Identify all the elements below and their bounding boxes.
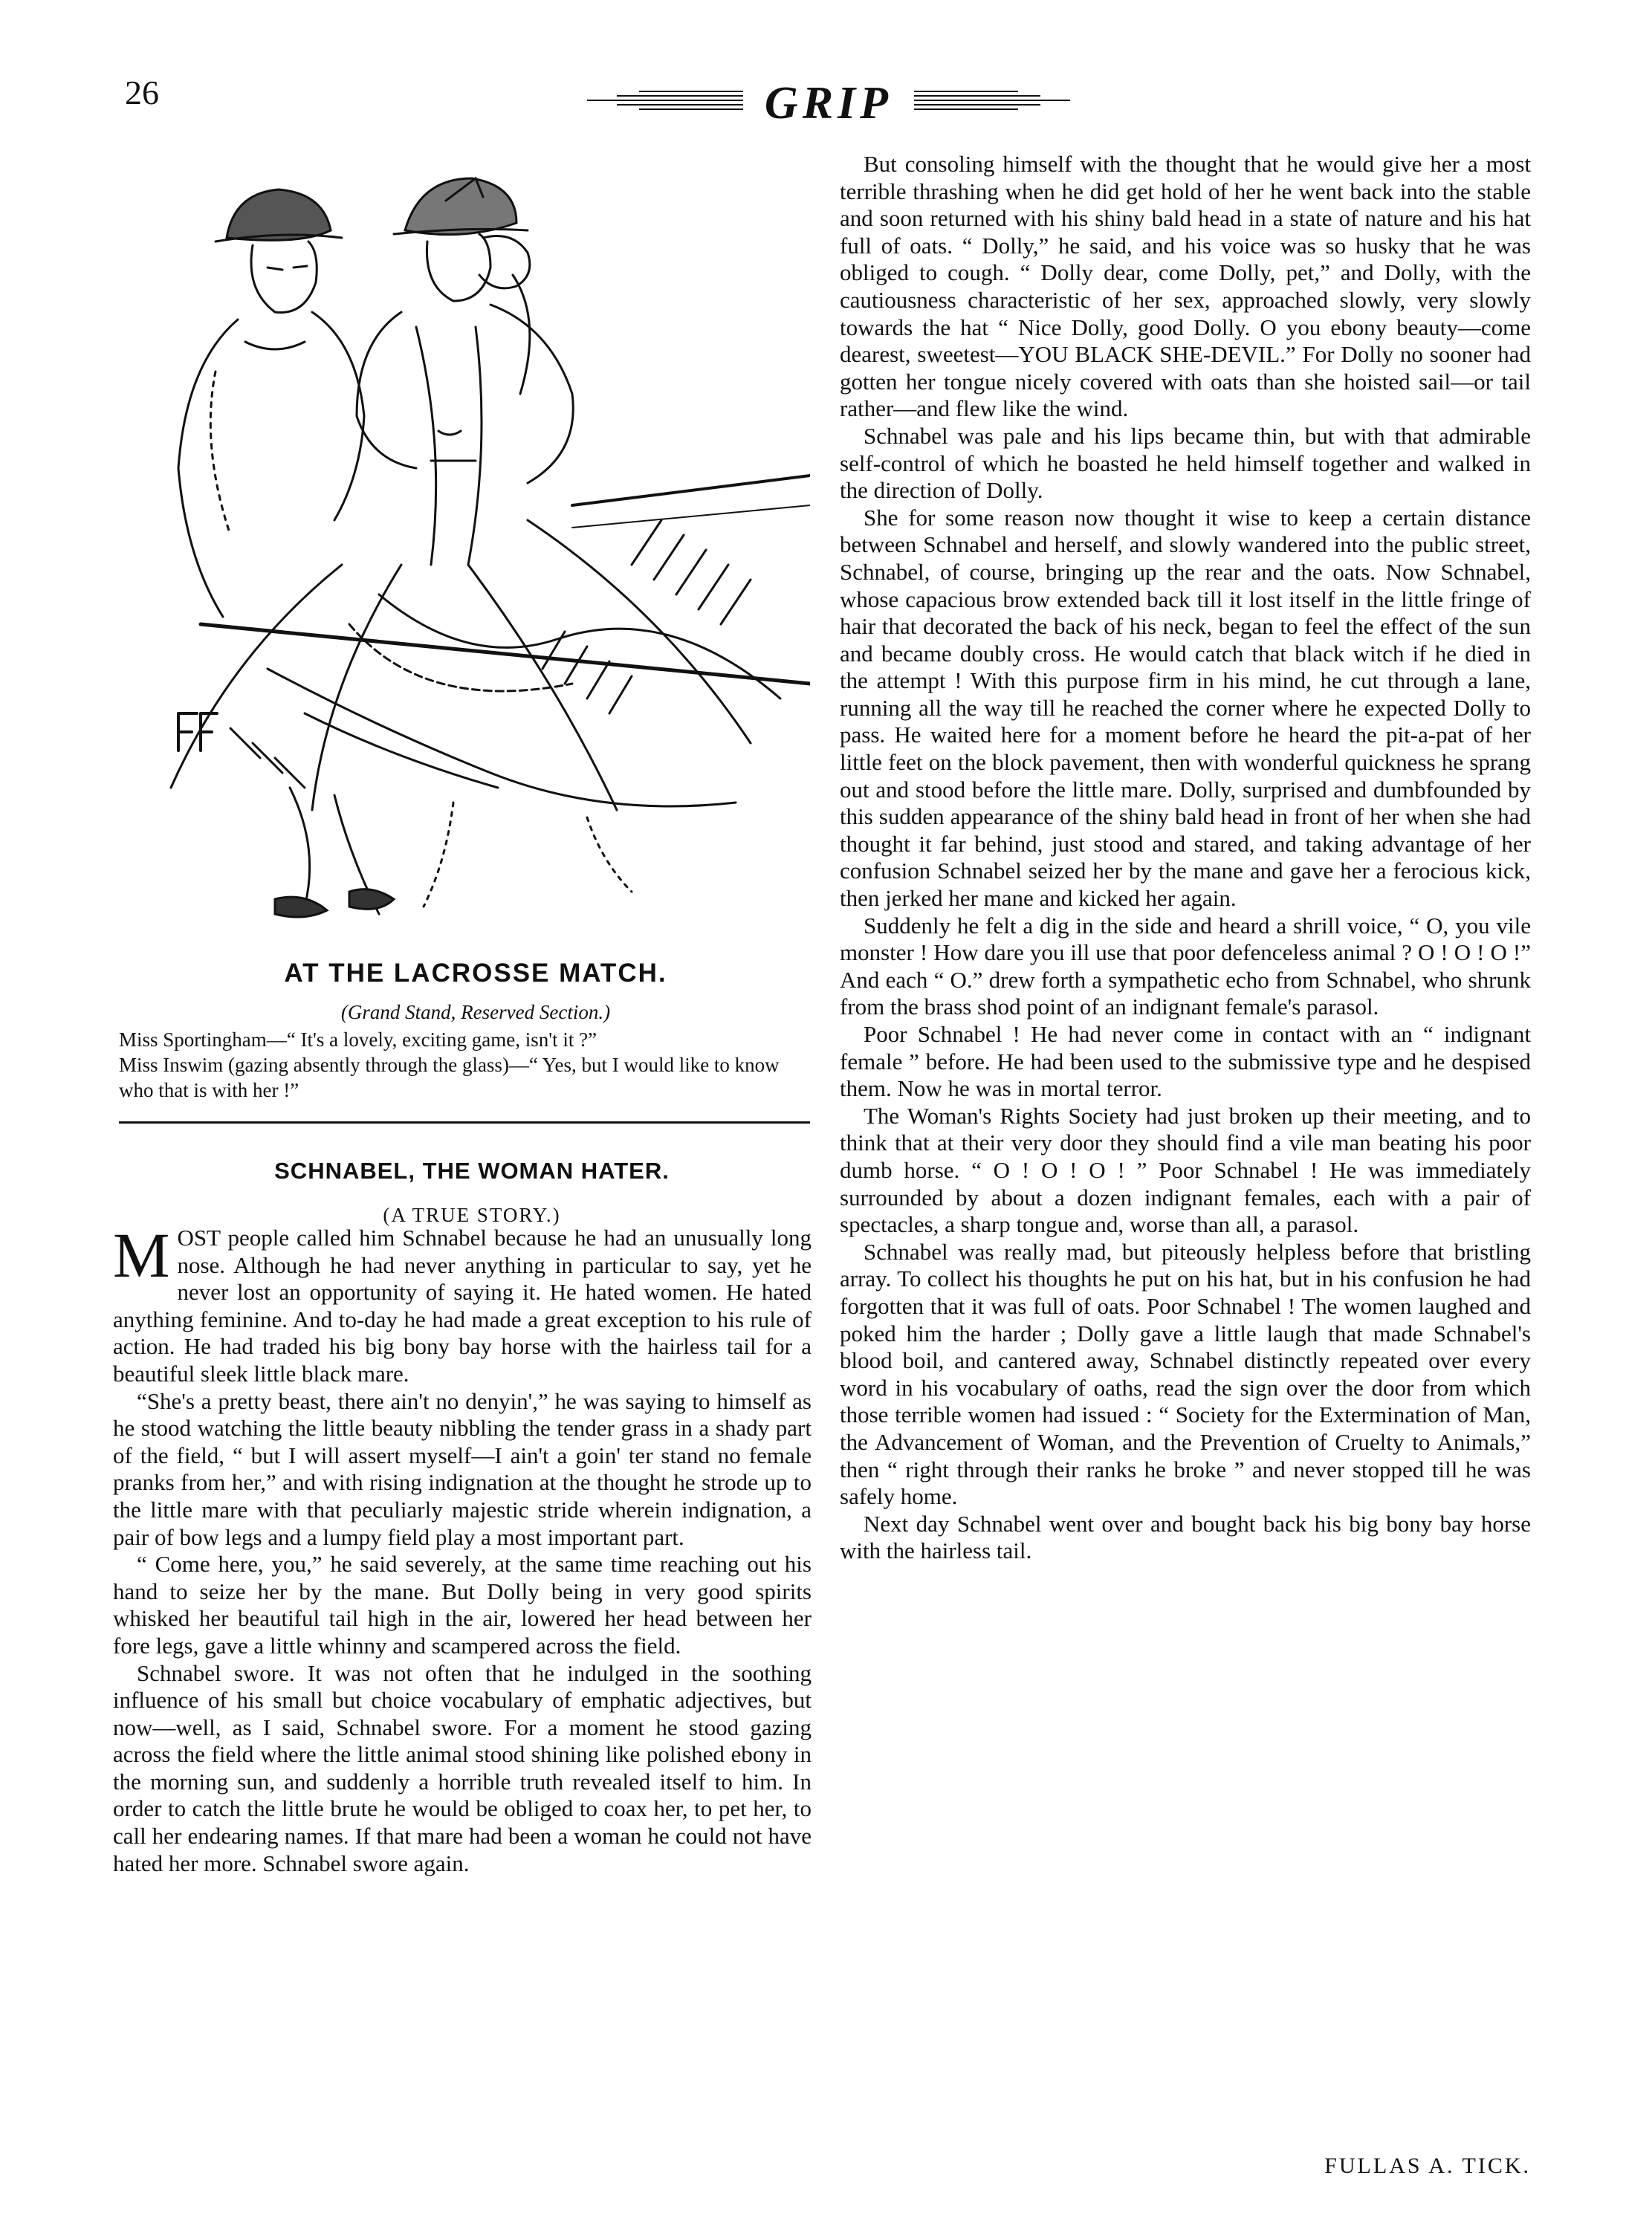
story-subtitle: (A TRUE STORY.): [383, 1204, 561, 1226]
story-paragraph: Schnabel was really mad, but piteously helpless before that bristling array. To collect his thoughts he put on his hat, but in his confusion he had forgotten that it was full of oats. Poor Schnabel ! The women laughed and poked him the harder ; Dolly gave a little laugh that made Schnabel's blood boil, and cantered away, Schnabel distinctly repeated over every word in his vocabulary of oaths, read the sign over the door from which those terrible women had issued : “ Society for the Extermination of Man, the Advancement of Woman, and the Prevention of Cruelty to Animals,” then “ right through their ranks he broke ” and never stopped till he was safely home.: [840, 1238, 1531, 1510]
masthead: [587, 74, 1070, 134]
story-paragraph: Next day Schnabel went over and bought back his big bony bay horse with the hairless tail.: [840, 1510, 1531, 1564]
story-column-left: [113, 1219, 812, 1877]
story-paragraph: MOST people called him Schnabel because he had an unusually long nose. Although he had never anything in particular to say, yet he never lost an opportunity of saying it. He hated women. He hated anything feminine. And to-day he had made a great exception to his rule of action. He had traded his big bony bay horse with the hairless tail for a beautiful sleek little black mare.: [113, 1219, 812, 1387]
masthead-rule-right: [914, 74, 1070, 134]
author-signature: FULLAS A. TICK.: [1324, 2154, 1531, 2178]
dropcap-letter: M: [113, 1219, 170, 1291]
story-paragraph: “She's a pretty beast, there ain't no denyin',” he was saying to himself as he stood watching the little beauty nibbling the tender grass in a shady part of the field, “ but I will assert myself—I ain't a goin' ter stand no female pranks from her,” and with rising indignation at the thought he strode up to the little mare with that peculiarly majestic stride wherein indignation, a pair of bow legs and a lumpy field play a most important part.: [113, 1387, 812, 1550]
story-paragraph: Schnabel was pale and his lips became thin, but with that admirable self-control of which he boasted he held himself together and walked in the direction of Dolly.: [840, 422, 1531, 504]
story-paragraph: “ Come here, you,” he said severely, at the same time reaching out his hand to seize her by the mane. But Dolly being in very good spirits whisked her beautiful tail high in the air, lowered her head between her fore legs, gave a little whinny and scampered across the field.: [113, 1551, 812, 1659]
caption-line-2: Miss Inswim (gazing absently through the glass)—“ Yes, but I would like to know who that is with her !”: [119, 1054, 780, 1101]
caption-title: AT THE LACROSSE MATCH.: [284, 959, 667, 988]
story-paragraph: Poor Schnabel ! He had never come in contact with an “ indignant female ” before. He had been used to the submissive type and he despised them. Now he was in mortal terror.: [840, 1021, 1531, 1102]
story-paragraph: She for some reason now thought it wise to keep a certain distance between Schnabel and herself, and slowly wandered into the public street, Schnabel, of course, bringing up the rear and the oats. Now Schnabel, whose capacious brow extended back till it lost itself in the little fringe of hair that decorated the back of his neck, began to feel the effect of the sun and became doubly cross. He would catch that black witch if he died in the attempt ! With this purpose firm in his mind, he cut through a lane, running all the way till he reached the corner where he expected Dolly to pass. He waited here for a moment before he heard the pit-a-pat of her little feet on the block pavement, then with wonderful quickness he sprang out and stood before the little mare. Dolly, surprised and dumbfounded by this sudden appearance of the shiny bald head in front of her when she had thought it far behind, just stood and stared, and taking advantage of her confusion Schnabel seized her by the mane and gave her a ferocious kick, then jerked her mane and kicked her again.: [840, 504, 1531, 912]
caption-subtitle: (Grand Stand, Reserved Section.): [340, 1001, 611, 1023]
story-column-right: [840, 151, 1531, 1565]
lacrosse-match-illustration: [156, 149, 810, 936]
story-title: SCHNABEL, THE WOMAN HATER.: [274, 1158, 670, 1184]
caption-line-1: Miss Sportingham—“ It's a lovely, exciting game, isn't it ?”: [119, 1028, 597, 1051]
caption-divider: [119, 1121, 810, 1124]
story-paragraph: Schnabel swore. It was not often that he indulged in the soothing influence of his small but choice vocabulary of emphatic adjectives, but now—well, as I said, Schnabel swore. For a moment he stood gazing across the field where the little animal stood shining like polished ebony in the morning sun, and suddenly a horrible truth revealed itself to him. In order to catch the little brute he would be obliged to coax her, to pet her, to call her endearing names. If that mare had been a woman he could not have hated her more. Schnabel swore again.: [113, 1659, 812, 1876]
page-number: 26: [125, 74, 159, 111]
magazine-title: GRIP: [764, 78, 893, 129]
story-paragraph: But consoling himself with the thought that he would give her a most terrible thrashing when he did get hold of her he went back into the stable and soon returned with his shiny bald head in a state of nature and his hat full of oats. “ Dolly,” he said, and his voice was so husky that he was obliged to cough. “ Dolly dear, come Dolly, pet,” and Dolly, with the cautiousness characteristic of her sex, approached slowly, very slowly towards the hat “ Nice Dolly, good Dolly. O you ebony beauty—come dearest, sweetest—YOU BLACK SHE-DEVIL.” For Dolly no sooner had gotten her tongue nicely covered with oats than she hoisted sail—or tail rather—and flew like the wind.: [840, 151, 1531, 422]
story-paragraph: Suddenly he felt a dig in the side and heard a shrill voice, “ O, you vile monster ! How dare you ill use that poor defenceless animal ? O ! O ! O !” And each “ O.” drew forth a sympathetic echo from Schnabel, who shrunk from the brass shod point of an indignant female's parasol.: [840, 912, 1531, 1020]
story-paragraph: The Woman's Rights Society had just broken up their meeting, and to think that at their very door they should find a vile man beating his poor dumb horse. “ O ! O ! O ! ” Poor Schnabel ! He was immediately surrounded by about a dozen indignant females, each with a pair of spectacles, a sharp tongue and, worse than all, a parasol.: [840, 1102, 1531, 1238]
masthead-rule-left: [587, 74, 743, 134]
